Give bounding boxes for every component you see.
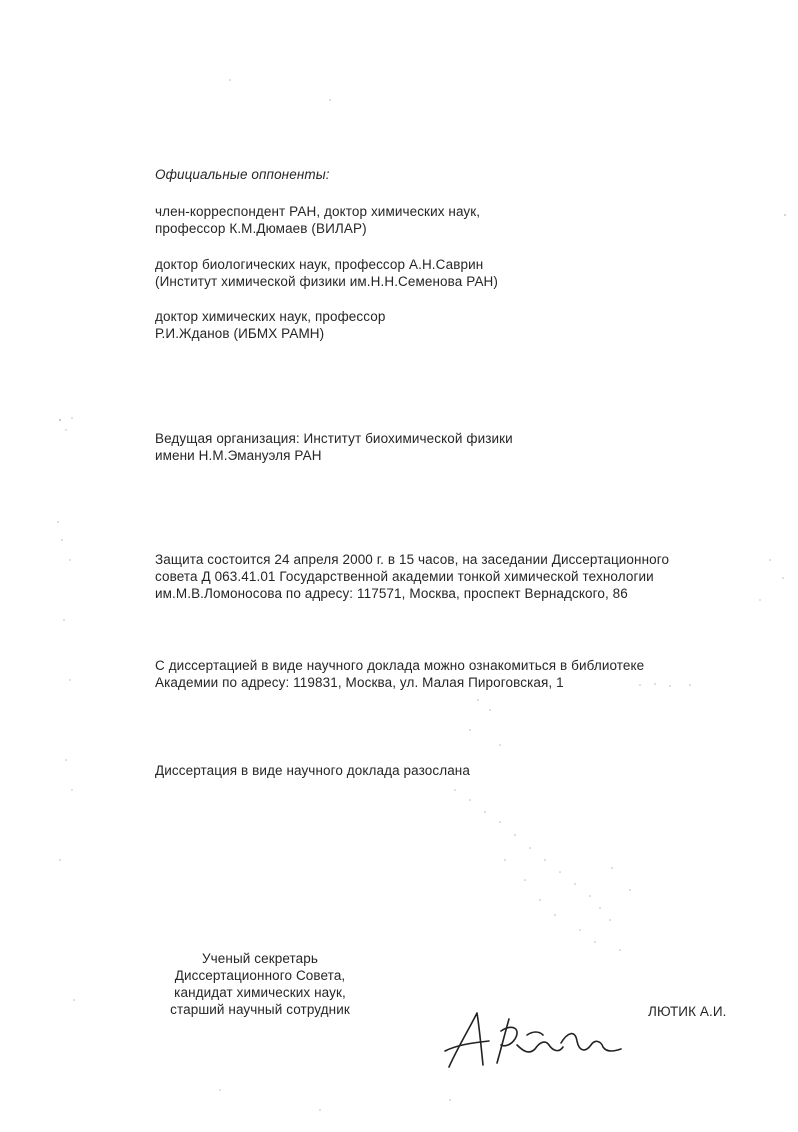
opponent-1-line-2: профессор К.М.Дюмаев (ВИЛАР) — [155, 221, 367, 236]
defense-line-1: Защита состоится 24 апреля 2000 г. в 15 часов, на заседании Диссертационного — [155, 552, 670, 567]
secretary-line-3: кандидат химических наук, — [174, 985, 346, 1000]
library-line-2: Академии по адресу: 119831, Москва, ул. Малая Пироговская, 1 — [155, 675, 564, 690]
library-line-1: С диссертацией в виде научного доклада можно ознакомиться в библиотеке — [155, 658, 645, 673]
secretary-name: ЛЮТИК А.И. — [648, 1004, 727, 1019]
leading-org-line-2: имени Н.М.Эмануэля РАН — [155, 448, 322, 463]
defense-line-2: совета Д 063.41.01 Государственной академии тонкой химической технологии — [155, 569, 654, 584]
defense-line-3: им.М.В.Ломоносова по адресу: 117571, Москва, проспект Вернадского, 86 — [155, 586, 628, 601]
secretary-line-4: старший научный сотрудник — [170, 1002, 350, 1017]
opponent-2-line-1: доктор биологических наук, профессор А.Н.Саврин — [155, 257, 484, 272]
opponents-heading: Официальные оппоненты: — [155, 167, 330, 182]
secretary-line-2: Диссертационного Совета, — [174, 968, 346, 983]
opponent-3-line-1: доктор химических наук, профессор — [155, 309, 386, 324]
distribution-line: Диссертация в виде научного доклада разослана — [155, 763, 470, 778]
handwritten-signature — [435, 1005, 630, 1075]
opponent-2-line-2: (Институт химической физики им.Н.Н.Семенова РАН) — [155, 274, 498, 289]
opponent-1-line-1: член-корреспондент РАН, доктор химических наук, — [155, 204, 481, 219]
opponent-3-line-2: Р.И.Жданов (ИБМХ РАМН) — [155, 326, 325, 341]
secretary-line-1: Ученый секретарь — [202, 951, 318, 966]
leading-org-line-1: Ведущая организация: Институт биохимической физики — [155, 431, 513, 446]
